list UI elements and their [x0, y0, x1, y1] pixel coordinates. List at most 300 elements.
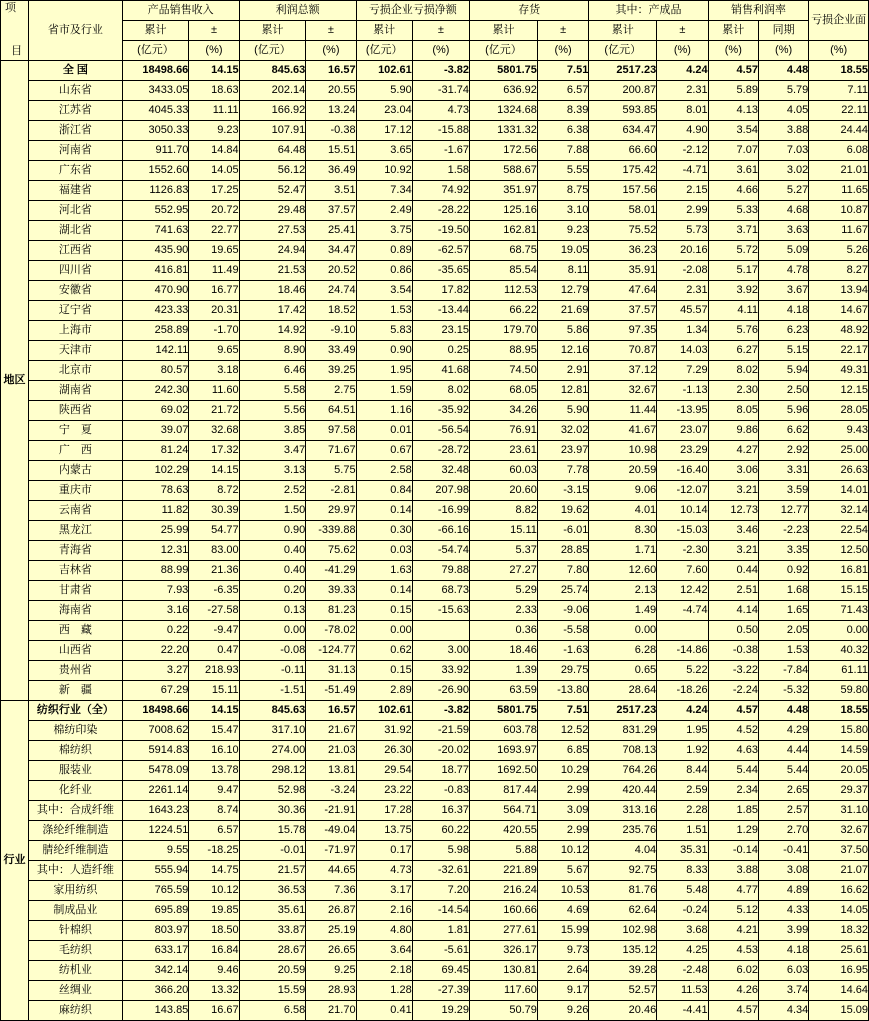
row-name: 其中：合成纤维: [29, 801, 123, 821]
cell-value: 3.47: [239, 441, 306, 461]
cell-value: 2.91: [537, 361, 588, 381]
cell-value: 22.54: [809, 521, 869, 541]
cell-value: 2.31: [657, 81, 708, 101]
cell-value: 3.88: [758, 121, 808, 141]
cell-value: -0.08: [239, 641, 306, 661]
cell-value: 5.67: [537, 861, 588, 881]
cell-value: 52.47: [239, 181, 306, 201]
cell-value: 39.33: [306, 581, 356, 601]
cell-value: 7.51: [537, 61, 588, 81]
cell-value: 3.74: [758, 981, 808, 1001]
table-row: [1, 601, 869, 621]
cell-value: 708.13: [589, 741, 657, 761]
cell-value: 3.18: [189, 361, 239, 381]
cell-value: 4.04: [589, 841, 657, 861]
cell-value: 6.57: [537, 81, 588, 101]
cell-value: 45.57: [657, 301, 708, 321]
cell-value: -1.51: [239, 681, 306, 701]
cell-value: 3.46: [708, 521, 758, 541]
table-row: [1, 921, 869, 941]
cell-value: 11.44: [589, 401, 657, 421]
cell-value: 298.12: [239, 761, 306, 781]
cell-value: 351.97: [470, 181, 538, 201]
cell-value: 13.94: [809, 281, 869, 301]
cell-value: 5.12: [708, 901, 758, 921]
cell-value: 12.79: [537, 281, 588, 301]
cell-value: 3050.33: [122, 121, 189, 141]
table-row: [1, 301, 869, 321]
cell-value: 37.57: [589, 301, 657, 321]
cell-value: 7.93: [122, 581, 189, 601]
cell-value: 1.16: [356, 401, 412, 421]
cell-value: 5.48: [657, 881, 708, 901]
cell-value: 4.66: [708, 181, 758, 201]
cell-value: 11.11: [189, 101, 239, 121]
cell-value: 25.74: [537, 581, 588, 601]
cell-value: 5.79: [758, 81, 808, 101]
cell-value: -5.32: [758, 681, 808, 701]
cell-value: 52.57: [589, 981, 657, 1001]
cell-value: -13.44: [412, 301, 469, 321]
cell-value: 1331.32: [470, 121, 538, 141]
unit-finished-change: (%): [657, 41, 708, 61]
cell-value: 24.74: [306, 281, 356, 301]
cell-value: 6.23: [758, 321, 808, 341]
table-row: [1, 221, 869, 241]
cell-value: 15.15: [809, 581, 869, 601]
cell-value: 207.98: [412, 481, 469, 501]
cell-value: 10.92: [356, 161, 412, 181]
cell-value: 21.03: [306, 741, 356, 761]
cell-value: 1692.50: [470, 761, 538, 781]
cell-value: -0.11: [239, 661, 306, 681]
cell-value: 7.60: [657, 561, 708, 581]
header-row-sub: [1, 21, 869, 41]
cell-value: 19.62: [537, 501, 588, 521]
cell-value: 20.16: [657, 241, 708, 261]
row-name: 广 西: [29, 441, 123, 461]
cell-value: 33.92: [412, 661, 469, 681]
cell-value: 2.92: [758, 441, 808, 461]
cell-value: 26.87: [306, 901, 356, 921]
cell-value: 62.64: [589, 901, 657, 921]
cell-value: 5914.83: [122, 741, 189, 761]
cell-value: 764.26: [589, 761, 657, 781]
cell-value: 1.65: [758, 601, 808, 621]
cell-value: 4.11: [708, 301, 758, 321]
unit-loss-cumulative: (亿元）: [356, 41, 412, 61]
cell-value: 16.62: [809, 881, 869, 901]
cell-value: 3.54: [708, 121, 758, 141]
cell-value: 20.60: [470, 481, 538, 501]
cell-value: 29.37: [809, 781, 869, 801]
cell-value: 37.57: [306, 201, 356, 221]
cell-value: 8.30: [589, 521, 657, 541]
cell-value: 803.97: [122, 921, 189, 941]
cell-value: 81.23: [306, 601, 356, 621]
cell-value: 4.48: [758, 61, 808, 81]
cell-value: 10.53: [537, 881, 588, 901]
cell-value: 6.38: [537, 121, 588, 141]
table-row: [1, 561, 869, 581]
cell-value: 3.51: [306, 181, 356, 201]
cell-value: 25.99: [122, 521, 189, 541]
table-row: [1, 801, 869, 821]
cell-value: 68.05: [470, 381, 538, 401]
table-header: [1, 1, 869, 61]
cell-value: 2.49: [356, 201, 412, 221]
cell-value: 21.72: [189, 401, 239, 421]
row-name: 腈纶纤维制造: [29, 841, 123, 861]
cell-value: 3.67: [758, 281, 808, 301]
cell-value: 27.27: [470, 561, 538, 581]
cell-value: 14.05: [189, 161, 239, 181]
cell-value: 157.56: [589, 181, 657, 201]
cell-value: 13.81: [306, 761, 356, 781]
cell-value: 35.61: [239, 901, 306, 921]
unit-inventory-cumulative: (亿元）: [470, 41, 538, 61]
cell-value: -0.38: [708, 641, 758, 661]
cell-value: 15.80: [809, 721, 869, 741]
cell-value: 2.64: [537, 961, 588, 981]
cell-value: 1.53: [356, 301, 412, 321]
cell-value: 88.95: [470, 341, 538, 361]
unit-profit-change: (%): [306, 41, 356, 61]
cell-value: 97.58: [306, 421, 356, 441]
cell-value: 4045.33: [122, 101, 189, 121]
corner-label-top: 项: [5, 2, 16, 14]
cell-value: 23.29: [657, 441, 708, 461]
cell-value: 15.78: [239, 821, 306, 841]
cell-value: -27.58: [189, 601, 239, 621]
cell-value: 5.26: [809, 241, 869, 261]
row-name: 湖北省: [29, 221, 123, 241]
cell-value: 19.29: [412, 1001, 469, 1021]
cell-value: 2.50: [758, 381, 808, 401]
table-row: [1, 501, 869, 521]
cell-value: 18498.66: [122, 61, 189, 81]
cell-value: 80.57: [122, 361, 189, 381]
cell-value: 274.00: [239, 741, 306, 761]
cell-value: 3.65: [356, 141, 412, 161]
cell-value: 21.69: [537, 301, 588, 321]
cell-value: 67.29: [122, 681, 189, 701]
cell-value: 3.88: [708, 861, 758, 881]
row-name: 河北省: [29, 201, 123, 221]
cell-value: 125.16: [470, 201, 538, 221]
row-name: 棉纺织: [29, 741, 123, 761]
cell-value: 15.59: [239, 981, 306, 1001]
header-row-group: [1, 1, 869, 21]
cell-value: 14.05: [809, 901, 869, 921]
cell-value: -28.22: [412, 201, 469, 221]
cell-value: 23.07: [657, 421, 708, 441]
cell-value: -49.04: [306, 821, 356, 841]
cell-value: 2.30: [708, 381, 758, 401]
cell-value: 4.27: [708, 441, 758, 461]
cell-value: 22.20: [122, 641, 189, 661]
cell-value: 11.49: [189, 261, 239, 281]
unit-sales-cumulative: (亿元）: [122, 41, 189, 61]
row-group-label-industry: 行业: [1, 701, 29, 1021]
cell-value: 9.55: [122, 841, 189, 861]
cell-value: 14.15: [189, 701, 239, 721]
cell-value: 3.16: [122, 601, 189, 621]
cell-value: -21.91: [306, 801, 356, 821]
cell-value: 102.61: [356, 61, 412, 81]
table-row: [1, 141, 869, 161]
cell-value: -4.41: [657, 1001, 708, 1021]
cell-value: 5.88: [470, 841, 538, 861]
table-row: [1, 441, 869, 461]
cell-value: -1.70: [189, 321, 239, 341]
cell-value: 8.02: [708, 361, 758, 381]
cell-value: 2.59: [657, 781, 708, 801]
cell-value: 35.91: [589, 261, 657, 281]
subhdr-inventory-change: ±: [537, 21, 588, 41]
table-row: [1, 421, 869, 441]
cell-value: 0.15: [356, 661, 412, 681]
cell-value: 4.29: [758, 721, 808, 741]
cell-value: -0.38: [306, 121, 356, 141]
cell-value: 3.35: [758, 541, 808, 561]
cell-value: 2.18: [356, 961, 412, 981]
cell-value: 202.14: [239, 81, 306, 101]
cell-value: 88.99: [122, 561, 189, 581]
cell-value: 11.65: [809, 181, 869, 201]
cell-value: 7.11: [809, 81, 869, 101]
cell-value: -14.54: [412, 901, 469, 921]
cell-value: -18.26: [657, 681, 708, 701]
cell-value: 2517.23: [589, 61, 657, 81]
cell-value: 5.96: [758, 401, 808, 421]
cell-value: 313.16: [589, 801, 657, 821]
table-row: [1, 961, 869, 981]
cell-value: 18.50: [189, 921, 239, 941]
cell-value: 5.44: [758, 761, 808, 781]
cell-value: 63.59: [470, 681, 538, 701]
cell-value: 0.17: [356, 841, 412, 861]
table-row: [1, 1001, 869, 1021]
row-name: 贵州省: [29, 661, 123, 681]
unit-margin-cumulative: (%): [708, 41, 758, 61]
cell-value: 3.31: [758, 461, 808, 481]
cell-value: 56.12: [239, 161, 306, 181]
row-name: 家用纺织: [29, 881, 123, 901]
cell-value: -6.01: [537, 521, 588, 541]
cell-value: 277.61: [470, 921, 538, 941]
cell-value: -3.22: [708, 661, 758, 681]
cell-value: -0.01: [239, 841, 306, 861]
cell-value: 23.15: [412, 321, 469, 341]
cell-value: 37.12: [589, 361, 657, 381]
cell-value: 18.32: [809, 921, 869, 941]
table-row: [1, 161, 869, 181]
cell-value: 1324.68: [470, 101, 538, 121]
table-row: [1, 241, 869, 261]
cell-value: 5.58: [239, 381, 306, 401]
cell-value: 3.68: [657, 921, 708, 941]
cell-value: 2.99: [537, 821, 588, 841]
cell-value: 1.81: [412, 921, 469, 941]
cell-value: 33.87: [239, 921, 306, 941]
cell-value: -26.90: [412, 681, 469, 701]
cell-value: 14.67: [809, 301, 869, 321]
cell-value: 7.88: [537, 141, 588, 161]
cell-value: 0.14: [356, 581, 412, 601]
cell-value: 14.75: [189, 861, 239, 881]
cell-value: -66.16: [412, 521, 469, 541]
cell-value: 78.63: [122, 481, 189, 501]
cell-value: 1.85: [708, 801, 758, 821]
cell-value: 6.02: [708, 961, 758, 981]
cell-value: 60.03: [470, 461, 538, 481]
cell-value: 9.43: [809, 421, 869, 441]
cell-value: 31.10: [809, 801, 869, 821]
cell-value: 0.41: [356, 1001, 412, 1021]
cell-value: 75.52: [589, 221, 657, 241]
cell-value: 3.21: [708, 541, 758, 561]
table-row: [1, 661, 869, 681]
cell-value: 2261.14: [122, 781, 189, 801]
cell-value: 32.02: [537, 421, 588, 441]
row-name: 新 疆: [29, 681, 123, 701]
cell-value: 7.78: [537, 461, 588, 481]
cell-value: 4.24: [657, 61, 708, 81]
cell-value: 29.97: [306, 501, 356, 521]
cell-value: 4.14: [708, 601, 758, 621]
cell-value: 16.10: [189, 741, 239, 761]
cell-value: 166.92: [239, 101, 306, 121]
cell-value: 25.00: [809, 441, 869, 461]
cell-value: -339.88: [306, 521, 356, 541]
cell-value: 1.58: [412, 161, 469, 181]
cell-value: 39.28: [589, 961, 657, 981]
cell-value: 14.59: [809, 741, 869, 761]
cell-value: 552.95: [122, 201, 189, 221]
cell-value: -3.15: [537, 481, 588, 501]
cell-value: 4.18: [758, 941, 808, 961]
cell-value: 0.13: [239, 601, 306, 621]
cell-value: 20.59: [239, 961, 306, 981]
row-name: 制成品业: [29, 901, 123, 921]
cell-value: 3.59: [758, 481, 808, 501]
cell-value: 7008.62: [122, 721, 189, 741]
cell-value: 74.92: [412, 181, 469, 201]
cell-value: 9.65: [189, 341, 239, 361]
cell-value: 2.99: [537, 781, 588, 801]
cell-value: 17.82: [412, 281, 469, 301]
row-group-label-region: 地区: [1, 61, 29, 701]
subhdr-margin-sameperiod: 同期: [758, 21, 808, 41]
cell-value: 10.87: [809, 201, 869, 221]
subhdr-loss-cumulative: 累计: [356, 21, 412, 41]
cell-value: -14.86: [657, 641, 708, 661]
cell-value: 0.62: [356, 641, 412, 661]
cell-value: 17.12: [356, 121, 412, 141]
cell-value: 11.53: [657, 981, 708, 1001]
cell-value: 326.17: [470, 941, 538, 961]
cell-value: 16.67: [189, 1001, 239, 1021]
cell-value: 20.59: [589, 461, 657, 481]
cell-value: 32.67: [589, 381, 657, 401]
cell-value: -31.74: [412, 81, 469, 101]
cell-value: 117.60: [470, 981, 538, 1001]
cell-value: 30.36: [239, 801, 306, 821]
cell-value: -9.06: [537, 601, 588, 621]
cell-value: 76.91: [470, 421, 538, 441]
cell-value: 216.24: [470, 881, 538, 901]
cell-value: 5.55: [537, 161, 588, 181]
unit-loss-change: (%): [412, 41, 469, 61]
cell-value: 16.81: [809, 561, 869, 581]
header-row-units: [1, 41, 869, 61]
cell-value: 470.90: [122, 281, 189, 301]
cell-value: 107.91: [239, 121, 306, 141]
cell-value: 1643.23: [122, 801, 189, 821]
cell-value: 28.05: [809, 401, 869, 421]
table-row: [1, 741, 869, 761]
cell-value: 15.51: [306, 141, 356, 161]
table-row: [1, 401, 869, 421]
table-row: [1, 521, 869, 541]
cell-value: 5.29: [470, 581, 538, 601]
row-name: 江西省: [29, 241, 123, 261]
cell-value: 41.67: [589, 421, 657, 441]
cell-value: 25.19: [306, 921, 356, 941]
cell-value: 4.73: [412, 101, 469, 121]
cell-value: 0.90: [239, 521, 306, 541]
cell-value: 0.22: [122, 621, 189, 641]
cell-value: 8.01: [657, 101, 708, 121]
cell-value: 4.21: [708, 921, 758, 941]
cell-value: 14.92: [239, 321, 306, 341]
cell-value: 79.88: [412, 561, 469, 581]
cell-value: 11.67: [809, 221, 869, 241]
cell-value: 15.47: [189, 721, 239, 741]
cell-value: 8.02: [412, 381, 469, 401]
cell-value: 5.27: [758, 181, 808, 201]
cell-value: 2.75: [306, 381, 356, 401]
table-body: [1, 61, 869, 1021]
cell-value: 3.21: [708, 481, 758, 501]
cell-value: -13.80: [537, 681, 588, 701]
row-name: 甘肃省: [29, 581, 123, 601]
cell-value: 39.07: [122, 421, 189, 441]
cell-value: -71.97: [306, 841, 356, 861]
cell-value: 2.51: [708, 581, 758, 601]
cell-value: -32.61: [412, 861, 469, 881]
cell-value: 29.48: [239, 201, 306, 221]
row-name: 福建省: [29, 181, 123, 201]
cell-value: 1126.83: [122, 181, 189, 201]
cell-value: 4.25: [657, 941, 708, 961]
row-name: 内蒙古: [29, 461, 123, 481]
cell-value: -5.61: [412, 941, 469, 961]
cell-value: 4.26: [708, 981, 758, 1001]
cell-value: 29.54: [356, 761, 412, 781]
cell-value: 48.92: [809, 321, 869, 341]
table-row: [1, 781, 869, 801]
cell-value: 92.75: [589, 861, 657, 881]
cell-value: 15.99: [537, 921, 588, 941]
cell-value: 16.84: [189, 941, 239, 961]
cell-value: 34.47: [306, 241, 356, 261]
cell-value: 4.69: [537, 901, 588, 921]
table-row: [1, 321, 869, 341]
cell-value: 12.77: [758, 501, 808, 521]
table-row: [1, 621, 869, 641]
